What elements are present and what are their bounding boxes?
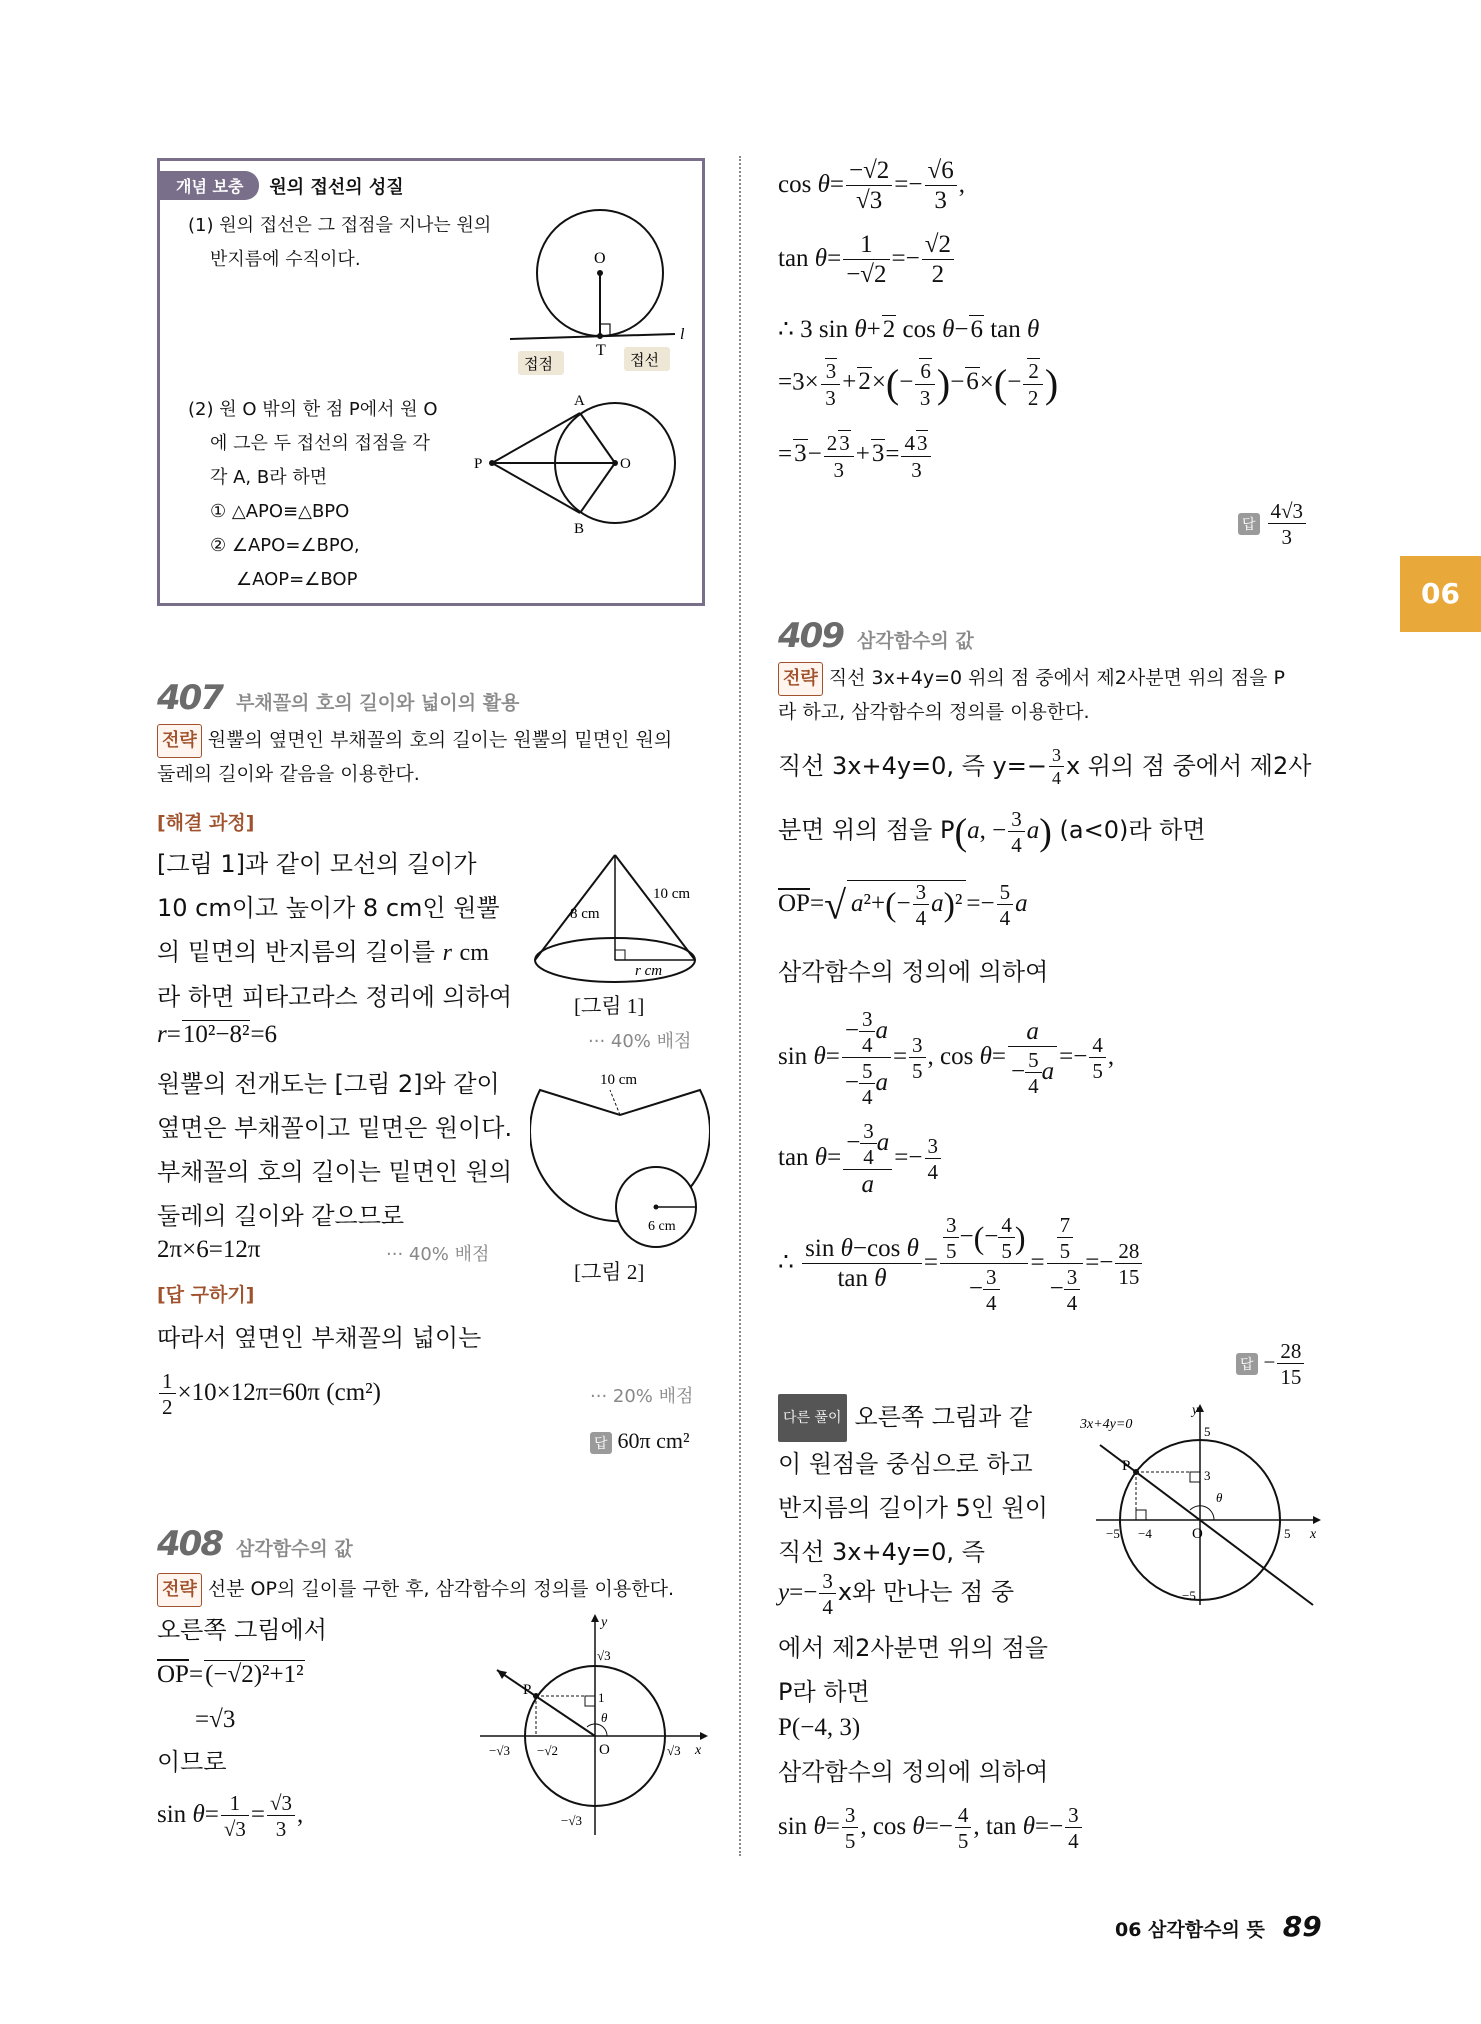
op-segment: $\overline{OP}$ — [157, 1661, 189, 1688]
label-five-y: 5 — [1204, 1424, 1211, 1439]
text-407-p7: 부채꼴의 호의 길이는 밑면인 원의 — [157, 1158, 513, 1186]
label-l: l — [680, 326, 685, 343]
answer-407: 60π cm² — [617, 1428, 690, 1453]
footer-chapter: 06 삼각함수의 뜻 — [1115, 1919, 1265, 1941]
eq-409-op: $\overline{OP}=√$ a²+(− $\frac{3}{4}$ a)² =− $\frac{5}{4}$ a — [778, 880, 1028, 931]
other-l1: 오른쪽 그림과 같 — [854, 1403, 1033, 1431]
axis-y-409: y — [1192, 1403, 1199, 1418]
concept-item2-line1: (2) 원 O 밖의 한 점 P에서 원 O — [188, 399, 438, 420]
strategy-badge-407: 전략 — [157, 724, 202, 758]
cos408-den: √3 — [856, 187, 883, 215]
label-T: T — [596, 342, 606, 359]
text-409-p1b: x 위의 점 중에서 제2사 — [1065, 752, 1312, 780]
cos408-r-num: √6 — [925, 158, 957, 186]
label-negfour-x: −4 — [1138, 1526, 1152, 1541]
sin408-den: √3 — [223, 1817, 246, 1842]
eq-408-expr: ∴ 3 sin θ+2 cos θ−6 tan θ — [778, 316, 1040, 343]
concept-item1-line1: (1) 원의 접선은 그 접점을 지나는 원의 — [188, 215, 492, 236]
label-O2: O — [620, 456, 631, 472]
strategy-409-line2: 라 하고, 삼각함수의 정의를 이용한다. — [778, 701, 1090, 723]
label-negfive-x: −5 — [1106, 1526, 1120, 1541]
other-l3: 반지름의 길이가 5인 원이 — [778, 1494, 1048, 1522]
score-407-2: ··· 40% 배점 — [386, 1244, 490, 1265]
concept-item2-line2: 에 그은 두 접선의 접점을 각 — [210, 433, 430, 454]
concept-title: 원의 접선의 성질 — [269, 176, 404, 198]
axis-y-408: y — [601, 1615, 608, 1630]
label-theta-409: θ — [1216, 1490, 1223, 1505]
problem-number-408: 408 — [157, 1524, 222, 1564]
problem-title-408: 삼각함수의 값 — [235, 1538, 353, 1560]
text-407-p3a: 의 밑면의 반지름의 길이를 — [157, 938, 435, 966]
concept-item2-line3: 각 A, B라 하면 — [210, 467, 328, 488]
eq3-num: 1 — [159, 1370, 176, 1394]
text-409-p2a: 분면 위의 점을 P — [778, 816, 955, 844]
label-A: A — [574, 393, 585, 409]
label-theta-408: θ — [601, 1710, 608, 1725]
score-407-3: ··· 20% 배점 — [590, 1386, 694, 1407]
problem-title-409: 삼각함수의 값 — [856, 630, 974, 652]
strategy-407-line2: 둘레의 길이와 같음을 이용한다. — [157, 763, 420, 785]
label-sqrt3-y: √3 — [597, 1648, 611, 1663]
eq1-lhs: r — [157, 1021, 167, 1048]
step-solution-407: [해결 과정] — [157, 812, 255, 834]
answer-409-den: 15 — [1280, 1365, 1302, 1390]
text-407-p9: 따라서 옆면인 부채꼴의 넓이는 — [157, 1324, 482, 1352]
point-P-408: P — [523, 1682, 532, 1698]
answer-badge-408: 답 — [1238, 513, 1260, 535]
label-tangent: 접선 — [630, 353, 659, 369]
text-407-p2: 10 cm이고 높이가 8 cm인 원뿔 — [157, 894, 500, 922]
label-negsqrt2-x: −√2 — [537, 1743, 558, 1758]
other-l9: 삼각함수의 정의에 의하여 — [778, 1758, 1049, 1786]
label-O: O — [594, 250, 606, 267]
strategy-408: 선분 OP의 길이를 구한 후, 삼각함수의 정의를 이용한다. — [207, 1578, 674, 1600]
score-407-1: ··· 40% 배점 — [588, 1031, 692, 1052]
cos408-num: −√2 — [846, 158, 892, 186]
op-radical: (−√2)²+1² — [205, 1661, 304, 1688]
eq-409-sincos: sin θ= − $\frac{3}{4}$ a − $\frac{5}{4}$ a = $\frac{3}{5}$ , cos θ= a − $\frac{5}{4}$ a =− $\frac{4}{5}$ , — [778, 1007, 1115, 1110]
label-negsqrt3-y: −√3 — [561, 1813, 582, 1828]
cone-height-label: 8 cm — [570, 906, 600, 922]
other-l6: 에서 제2사분면 위의 점을 — [778, 1634, 1048, 1662]
line-label-409: 3x+4y=0 — [1080, 1417, 1133, 1432]
eq1-radical: 10²−8² — [182, 1021, 250, 1048]
eq-409-tan: tan θ= − $\frac{3}{4}$ a a =− $\frac{3}{4}$ — [778, 1120, 943, 1198]
text-407-p8: 둘레의 길이와 같으므로 — [157, 1202, 405, 1230]
unit-circle-408 — [475, 1610, 710, 1840]
label-three-409: 3 — [1204, 1468, 1211, 1483]
concept-box — [157, 158, 705, 606]
concept-item2-line5: ② ∠APO=∠BPO, — [210, 535, 360, 556]
cone-figure — [525, 850, 705, 1005]
problem-title-407: 부채꼴의 호의 길이와 넓이의 활용 — [235, 692, 520, 714]
tan408-num: 1 — [843, 232, 889, 260]
eq2: 2π×6=12π — [157, 1236, 261, 1263]
strategy-407-line1: 원뿔의 옆면인 부채꼴의 호의 길이는 원뿔의 밑면인 원의 — [207, 729, 673, 751]
origin-408: O — [599, 1742, 610, 1758]
label-negfive-y: −5 — [1182, 1588, 1196, 1603]
label-negsqrt3-x: −√3 — [489, 1743, 510, 1758]
text-407-p4: 라 하면 피타고라스 정리에 의하여 — [157, 983, 513, 1011]
other-l2: 이 원점을 중심으로 하고 — [778, 1450, 1033, 1478]
answer-badge-407: 답 — [590, 1432, 612, 1454]
text-407-p1: [그림 1]과 같이 모선의 길이가 — [157, 850, 477, 878]
concept-item2-line4: ① △APO≡△BPO — [210, 501, 350, 522]
tan408-r-den: 2 — [931, 261, 945, 289]
origin-409: O — [1192, 1526, 1203, 1542]
step-answer-407: [답 구하기] — [157, 1284, 255, 1306]
answer-408-num: 4√3 — [1268, 500, 1307, 524]
sin408-r-num: √3 — [267, 1792, 295, 1816]
answer-409-num: 28 — [1277, 1340, 1304, 1364]
eq-408-step1: =3× $\frac{3}{3}$ +2×(− $\frac{6}{3}$ )−6×(− $\frac{2}{2}$ ) — [778, 359, 1059, 411]
unit-circle-409 — [1078, 1400, 1323, 1615]
answer-badge-409: 답 — [1236, 1353, 1258, 1375]
label-sqrt3-x: √3 — [667, 1743, 681, 1758]
other-solution-badge: 다른 풀이 — [778, 1394, 847, 1442]
two-tangent-figure — [470, 391, 700, 541]
problem-number-407: 407 — [157, 678, 222, 718]
other-l5: x와 만나는 점 중 — [837, 1578, 1015, 1606]
page-number: 89 — [1282, 1910, 1322, 1943]
strategy-badge-408: 전략 — [157, 1573, 202, 1607]
tan408-r-num: √2 — [922, 232, 954, 260]
eq1-rhs: =6 — [250, 1021, 278, 1048]
unit-cm: cm — [459, 940, 489, 966]
column-divider — [739, 156, 741, 1856]
eq-408-step2: =3− $\frac{23}{3}$ +3= $\frac{43}{3}$ — [778, 430, 933, 481]
eq-other-final: sin θ= $\frac{3}{5}$ , cos θ=− $\frac{4}{5}$ , tan θ=− $\frac{3}{4}$ — [778, 1804, 1084, 1852]
concept-item1-line2: 반지름에 수직이다. — [210, 249, 361, 270]
other-l8: P(−4, 3) — [778, 1714, 861, 1741]
figure2-caption: [그림 2] — [574, 1260, 645, 1284]
text-409-p3: 삼각함수의 정의에 의하여 — [778, 958, 1049, 986]
strategy-badge-409: 전략 — [778, 662, 823, 696]
other-l4: 직선 3x+4y=0, 즉 — [778, 1538, 985, 1566]
text-408-p2: 이므로 — [157, 1748, 227, 1776]
text-407-p5: 원뿔의 전개도는 [그림 2]와 같이 — [157, 1070, 500, 1098]
other-l7: P라 하면 — [778, 1678, 870, 1706]
label-five-x: 5 — [1284, 1526, 1291, 1541]
concept-tag: 개념 보충 — [160, 171, 259, 200]
strategy-409-line1: 직선 3x+4y=0 위의 점 중에서 제2사분면 위의 점을 P — [828, 667, 1285, 689]
tan408-den: −√2 — [846, 261, 887, 289]
axis-x-409: x — [1310, 1527, 1317, 1542]
concept-item2-line6: ∠AOP=∠BOP — [236, 569, 358, 590]
label-one-408: 1 — [598, 1690, 605, 1705]
tangent-figure — [500, 201, 700, 381]
cone-net-figure — [530, 1060, 710, 1250]
cos408-r-den: 3 — [934, 187, 947, 215]
label-P: P — [474, 456, 483, 472]
cone-slant-label: 10 cm — [653, 886, 691, 902]
text-408-p1: 오른쪽 그림에서 — [157, 1616, 327, 1644]
chapter-tab: 06 — [1400, 556, 1481, 632]
sin408-num: 1 — [221, 1792, 249, 1816]
label-contact: 접점 — [524, 357, 553, 373]
answer-408-den: 3 — [1281, 525, 1293, 550]
net-slant-label: 10 cm — [600, 1072, 638, 1088]
sin408-r-den: 3 — [275, 1817, 287, 1842]
text-409-p1a: 직선 3x+4y=0, 즉 y=− — [778, 752, 1047, 780]
net-radius-label: 6 cm — [648, 1219, 676, 1234]
problem-number-409: 409 — [778, 616, 843, 656]
op-eq2: =√3 — [195, 1706, 236, 1733]
var-r: r — [442, 940, 452, 966]
label-B: B — [574, 521, 585, 537]
eq3-rest: ×10×12π=60π (cm²) — [177, 1378, 381, 1406]
eq3-den: 2 — [162, 1395, 173, 1420]
axis-x-408: x — [695, 1743, 702, 1758]
text-407-p6: 옆면은 부채꼴이고 밑면은 원이다. — [157, 1114, 513, 1142]
text-409-p2b: (a<0)라 하면 — [1059, 816, 1206, 844]
point-P-409: P — [1122, 1458, 1131, 1474]
cone-radius-label: r cm — [635, 963, 663, 979]
figure1-caption: [그림 1] — [574, 994, 645, 1018]
eq-409-final: ∴ $\frac{\text{sin θ−cos θ}}{\text{tan θ}}$ = $\frac{3}{5}$ −(− $\frac{4}{5}$ ) − $\frac{3}{4}$ = $\frac{7}{5}$ − $\frac{3}{4}$ =− $\frac{28}{15}$ — [778, 1214, 1144, 1314]
